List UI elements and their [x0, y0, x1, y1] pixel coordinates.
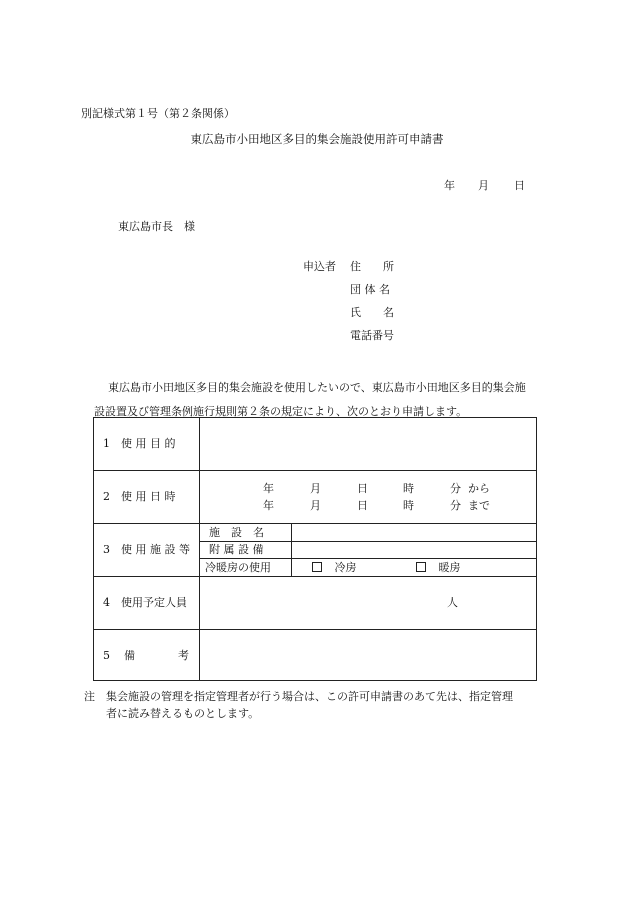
row-purpose: [94, 418, 536, 471]
aircon-header: [199, 558, 292, 576]
start-month: 月: [310, 482, 321, 495]
date-day-label: 日: [514, 179, 525, 192]
heating-label: 暖房: [438, 561, 461, 574]
aircon-label: 冷暖房の使用: [205, 561, 271, 574]
purpose-number: 1: [103, 437, 110, 450]
row-facilities: [94, 524, 536, 577]
intro-line-2: 設設置及び管理条例施行規則第２条の規定により、次のとおり申請します。: [94, 405, 468, 418]
row-datetime: [94, 471, 536, 524]
remarks-label-left: 備: [124, 649, 135, 662]
start-minute: 分: [450, 482, 461, 495]
row-remarks: [94, 630, 536, 680]
form-code: 別記様式第１号（第２条関係）: [81, 107, 235, 120]
start-year: 年: [263, 482, 274, 495]
facility-name-label: 施 設 名: [209, 526, 264, 539]
facility-name-field[interactable]: [292, 524, 536, 541]
start-hour: 時: [403, 482, 414, 495]
remarks-field[interactable]: [200, 630, 536, 680]
heating-checkbox[interactable]: [416, 562, 426, 572]
footnote: [84, 688, 513, 722]
equipment-row: [199, 541, 536, 559]
end-year: 年: [263, 499, 274, 512]
applicant-name-label: 氏 名: [350, 306, 394, 319]
start-from: から: [468, 482, 490, 495]
facility-name-header: [199, 524, 292, 541]
equipment-label: 附 属 設 備: [209, 543, 264, 556]
date-year-label: 年: [444, 179, 455, 192]
applicant-group-label: 団 体 名: [350, 283, 390, 296]
people-unit: 人: [447, 596, 458, 609]
facilities-label: 使 用 施 設 等: [121, 543, 190, 556]
page-title: 東広島市小田地区多目的集会施設使用許可申請書: [190, 132, 444, 146]
intro-line-1: 東広島市小田地区多目的集会施設を使用したいので、東広島市小田地区多目的集会施: [108, 381, 526, 394]
people-label: 使用予定人員: [121, 596, 187, 609]
people-field[interactable]: [200, 577, 536, 629]
cooling-checkbox[interactable]: [312, 562, 322, 572]
purpose-field[interactable]: [200, 418, 536, 470]
end-to: まで: [468, 499, 490, 512]
cooling-label: 冷房: [334, 561, 357, 574]
remarks-label-right: 考: [178, 649, 189, 662]
addressee: 東広島市長 様: [118, 220, 195, 233]
end-hour: 時: [403, 499, 414, 512]
datetime-field[interactable]: [200, 471, 536, 523]
end-month: 月: [310, 499, 321, 512]
remarks-number: 5: [103, 649, 110, 662]
purpose-label: 使 用 目 的: [121, 437, 176, 450]
applicant-address-label: 住 所: [350, 260, 394, 273]
start-day: 日: [357, 482, 368, 495]
end-day: 日: [357, 499, 368, 512]
applicant-label: 申込者: [303, 260, 336, 273]
aircon-row: [199, 558, 536, 576]
footnote-line-2: 者に読み替えるものとします。: [106, 707, 260, 720]
heating-option[interactable]: [416, 562, 461, 573]
facilities-number: 3: [103, 543, 110, 556]
footnote-line-1: 注 集会施設の管理を指定管理者が行う場合は、この許可申請書のあて先は、指定管理: [84, 690, 513, 703]
people-number: 4: [103, 596, 110, 609]
remarks-header: [94, 630, 200, 680]
datetime-label: 使 用 日 時: [121, 490, 176, 503]
equipment-header: [199, 541, 292, 558]
end-minute: 分: [450, 499, 461, 512]
applicant-phone-label: 電話番号: [350, 329, 394, 342]
equipment-field[interactable]: [292, 541, 536, 558]
row-people: [94, 577, 536, 630]
application-table: [93, 417, 537, 681]
datetime-number: 2: [103, 490, 110, 503]
purpose-header: [94, 418, 200, 470]
date-month-label: 月: [478, 179, 489, 192]
cooling-option[interactable]: [312, 562, 357, 573]
facility-name-row: [199, 524, 536, 542]
datetime-header: [94, 471, 200, 523]
facilities-header: [94, 524, 200, 576]
people-header: [94, 577, 200, 629]
